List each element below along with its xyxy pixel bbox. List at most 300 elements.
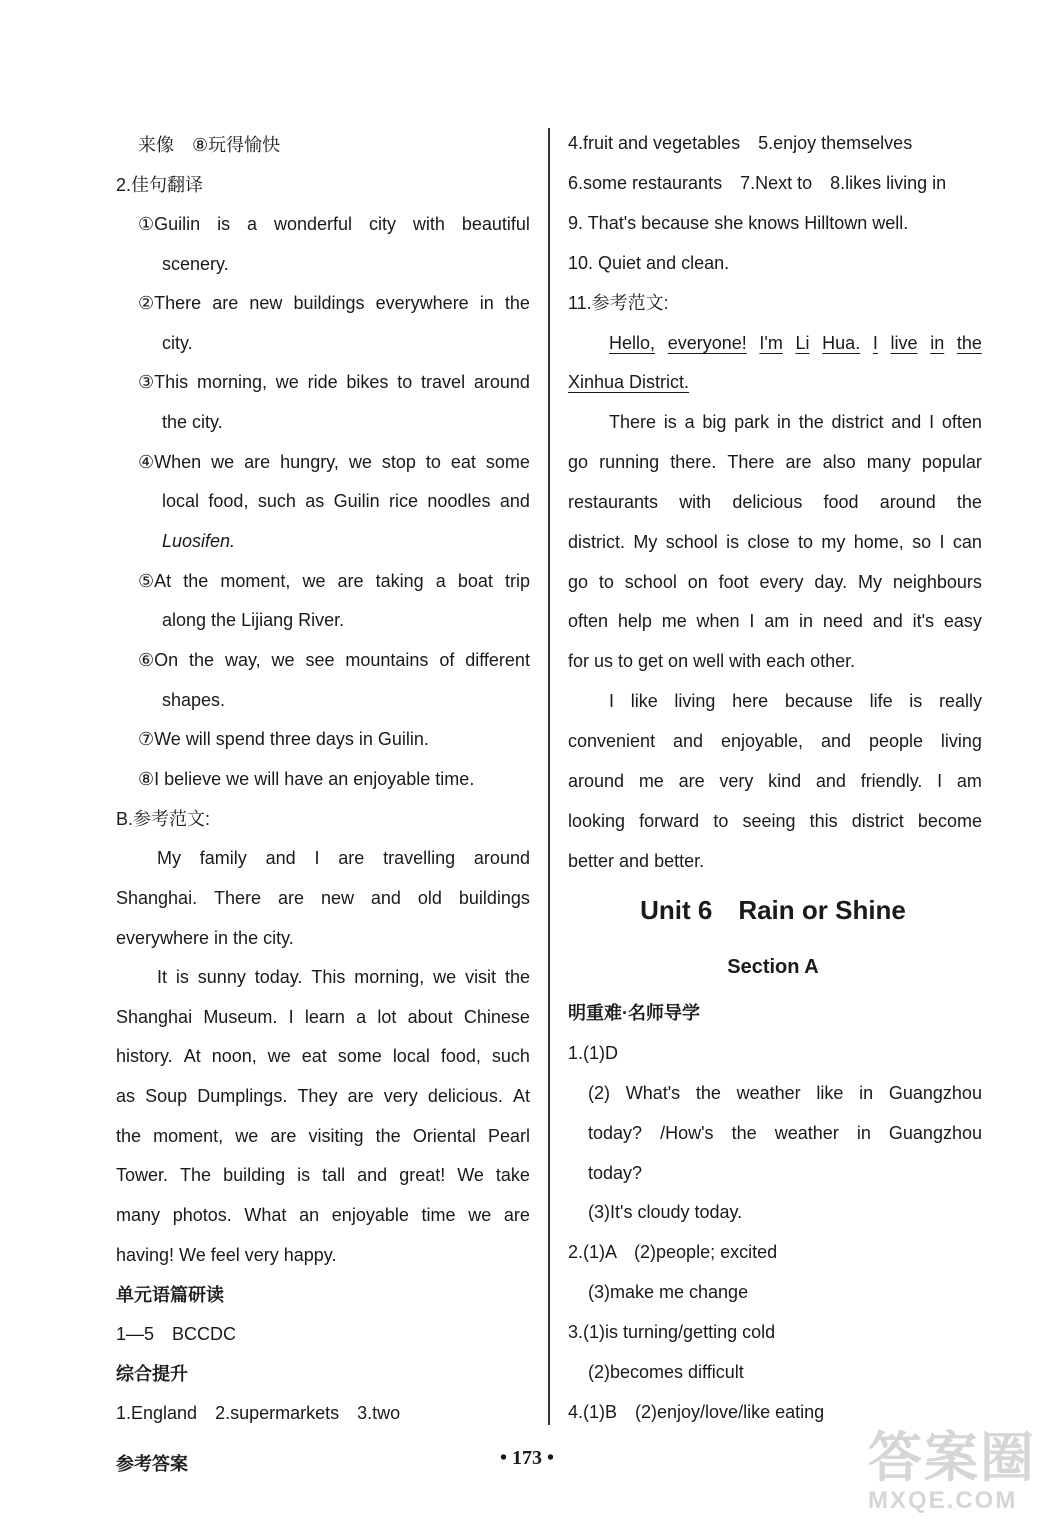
word: everywhere bbox=[375, 293, 469, 313]
word: boat bbox=[457, 571, 493, 591]
essay2-p3-end: better and better. bbox=[568, 851, 705, 871]
footer-label: 参考答案 bbox=[116, 1454, 188, 1474]
word: This bbox=[311, 967, 346, 987]
word: park bbox=[734, 412, 770, 432]
word: close bbox=[747, 532, 790, 552]
sentence-4-line-2 bbox=[162, 489, 530, 513]
answer-2-3: (3)make me change bbox=[588, 1282, 749, 1302]
word: moment, bbox=[153, 1126, 224, 1146]
word: am bbox=[764, 611, 790, 631]
word: easy bbox=[943, 611, 982, 631]
word: in bbox=[776, 412, 791, 432]
sentence-2-line-1 bbox=[138, 291, 530, 315]
word: and bbox=[872, 611, 903, 631]
word: family bbox=[199, 848, 247, 868]
essay-line-1 bbox=[157, 846, 530, 870]
word: and bbox=[265, 848, 296, 868]
answer-3-1: 3.(1)is turning/getting cold bbox=[568, 1322, 776, 1342]
word: great! bbox=[399, 1165, 446, 1185]
word: Hua. bbox=[822, 333, 861, 353]
word: are bbox=[338, 848, 365, 868]
essay-line-6 bbox=[116, 1044, 530, 1068]
word: it's bbox=[912, 611, 935, 631]
word: so bbox=[912, 532, 932, 552]
word: to bbox=[797, 532, 813, 552]
word: we bbox=[468, 1205, 492, 1225]
word: am bbox=[956, 771, 982, 791]
word: are bbox=[277, 888, 304, 908]
word: Museum. bbox=[203, 1007, 278, 1027]
word: weather bbox=[774, 1123, 839, 1143]
word: around bbox=[473, 848, 530, 868]
word: to bbox=[397, 372, 413, 392]
word: noon, bbox=[211, 1046, 257, 1066]
word: are bbox=[337, 571, 364, 591]
essay2-p2-line-3 bbox=[568, 490, 982, 514]
word: very bbox=[719, 771, 754, 791]
page-number: • 173 • bbox=[500, 1447, 555, 1469]
word: we bbox=[433, 967, 457, 987]
word: trip bbox=[504, 571, 530, 591]
word: wonderful bbox=[273, 214, 353, 234]
word: the bbox=[504, 293, 530, 313]
word: when bbox=[696, 611, 740, 631]
essay2-first-end: Xinhua District. bbox=[568, 372, 690, 392]
word: foot bbox=[718, 572, 749, 592]
sentence-4-line-1 bbox=[138, 450, 530, 474]
word: we bbox=[271, 650, 295, 670]
word: take bbox=[495, 1165, 530, 1185]
word: visiting bbox=[308, 1126, 364, 1146]
word: very bbox=[383, 1086, 418, 1106]
word: convenient bbox=[568, 731, 656, 751]
word: in bbox=[856, 1123, 871, 1143]
word: are bbox=[347, 1086, 374, 1106]
word: such bbox=[491, 1046, 530, 1066]
word: Guangzhou bbox=[888, 1123, 982, 1143]
word: ⑤At bbox=[138, 571, 172, 591]
watermark-domain: MXQE.COM bbox=[868, 1487, 1018, 1514]
heading-unit-reading: 单元语篇研读 bbox=[116, 1285, 224, 1305]
word: some bbox=[485, 452, 530, 472]
word: can bbox=[952, 532, 982, 552]
word: today? bbox=[588, 1123, 643, 1143]
word: and bbox=[820, 731, 852, 751]
essay-line-8 bbox=[116, 1124, 530, 1148]
word: My bbox=[633, 532, 658, 552]
word: eat bbox=[301, 1046, 327, 1066]
sentence-6-end: shapes. bbox=[162, 690, 226, 710]
word: are bbox=[678, 771, 705, 791]
word: today. bbox=[254, 967, 303, 987]
word: see bbox=[305, 650, 335, 670]
heading-teacher-guide: 明重难·名师导学 bbox=[568, 1003, 700, 1023]
word: is bbox=[726, 532, 740, 552]
word: often bbox=[941, 412, 982, 432]
word: on bbox=[687, 572, 708, 592]
word: city bbox=[368, 214, 396, 234]
word: Dumplings. bbox=[197, 1086, 288, 1106]
watermark-logo bbox=[868, 1428, 1038, 1528]
word: Chinese bbox=[463, 1007, 530, 1027]
reading-answers: 1—5 BCCDC bbox=[116, 1324, 237, 1344]
word: There bbox=[214, 888, 262, 908]
word: many bbox=[116, 1205, 161, 1225]
word: Soup bbox=[145, 1086, 188, 1106]
word: we bbox=[235, 1126, 259, 1146]
word: mountains bbox=[345, 650, 429, 670]
essay2-p3-line-2 bbox=[568, 729, 982, 753]
word: are bbox=[270, 1126, 297, 1146]
word: some bbox=[337, 1046, 382, 1066]
right-line-1: 4.fruit and vegetables 5.enjoy themselves bbox=[568, 133, 913, 153]
word: (2) bbox=[588, 1083, 610, 1103]
essay2-p2-line-2 bbox=[568, 450, 982, 474]
word: school bbox=[624, 572, 677, 592]
word: about bbox=[407, 1007, 453, 1027]
word: My bbox=[857, 572, 882, 592]
word: I bbox=[314, 848, 320, 868]
word: in bbox=[479, 293, 494, 313]
word: ③This bbox=[138, 372, 189, 392]
word: visit bbox=[465, 967, 497, 987]
word: old bbox=[417, 888, 442, 908]
word: become bbox=[917, 811, 982, 831]
word: Hello, bbox=[609, 333, 656, 353]
answer-1-2-line-2 bbox=[588, 1121, 982, 1145]
word: an bbox=[299, 1205, 320, 1225]
word: with bbox=[679, 492, 712, 512]
word: delicious bbox=[732, 492, 803, 512]
essay-line-9 bbox=[116, 1163, 530, 1187]
word: need bbox=[822, 611, 863, 631]
word: living bbox=[674, 691, 716, 711]
word: a bbox=[247, 214, 258, 234]
word: buildings bbox=[293, 293, 365, 313]
sentence-4-end: Luosifen. bbox=[162, 531, 236, 551]
word: new bbox=[320, 888, 354, 908]
word: /How's bbox=[660, 1123, 714, 1143]
word: the bbox=[116, 1126, 142, 1146]
word: local bbox=[392, 1046, 430, 1066]
word: everyone! bbox=[667, 333, 747, 353]
word: go bbox=[568, 452, 589, 472]
word: weather bbox=[736, 1083, 801, 1103]
answer-3-2: (2)becomes difficult bbox=[588, 1362, 744, 1382]
word: life bbox=[869, 691, 893, 711]
word: looking bbox=[568, 811, 626, 831]
word: I'm bbox=[759, 333, 783, 353]
word: and bbox=[499, 491, 530, 511]
word: They bbox=[297, 1086, 338, 1106]
sentence-7: ⑦We will spend three days in Guilin. bbox=[138, 729, 429, 749]
word: is bbox=[297, 1165, 311, 1185]
word: noodles bbox=[427, 491, 491, 511]
word: are bbox=[785, 452, 812, 472]
unit-title: Unit 6 Rain or Shine bbox=[640, 895, 906, 925]
word: I bbox=[929, 412, 935, 432]
word: Guangzhou bbox=[888, 1083, 982, 1103]
essay-line-10 bbox=[116, 1203, 530, 1227]
word: a bbox=[435, 571, 446, 591]
word: district bbox=[831, 412, 884, 432]
word: Pearl bbox=[487, 1126, 530, 1146]
word: are bbox=[244, 452, 271, 472]
word: around bbox=[879, 492, 936, 512]
word: restaurants bbox=[568, 492, 659, 512]
word: What's bbox=[625, 1083, 681, 1103]
word: I bbox=[288, 1007, 294, 1027]
word: day. bbox=[814, 572, 848, 592]
word: we bbox=[302, 571, 326, 591]
word: the bbox=[189, 650, 215, 670]
word: moment, bbox=[220, 571, 291, 591]
word: of bbox=[439, 650, 455, 670]
word: lot bbox=[377, 1007, 397, 1027]
watermark-chinese: 答案圈 bbox=[868, 1428, 1036, 1488]
left-line-1: 来像 ⑧玩得愉快 bbox=[138, 135, 281, 155]
word: It bbox=[157, 967, 168, 987]
word: also bbox=[822, 452, 856, 472]
word: is bbox=[217, 214, 231, 234]
sentence-3-line-1 bbox=[138, 370, 530, 394]
heading-b-sample: B.参考范文: bbox=[116, 809, 211, 829]
essay2-p2-line-4 bbox=[568, 530, 982, 554]
essay2-p3-line-3 bbox=[568, 769, 982, 793]
word: the bbox=[183, 571, 209, 591]
word: to bbox=[598, 572, 614, 592]
word: morning, bbox=[354, 967, 425, 987]
word: the bbox=[798, 412, 824, 432]
word: My bbox=[157, 848, 181, 868]
word: we bbox=[211, 452, 235, 472]
word: ride bbox=[307, 372, 338, 392]
word: as bbox=[116, 1086, 136, 1106]
right-line-2: 6.some restaurants 7.Next to 8.likes living in bbox=[568, 173, 947, 193]
word: running bbox=[599, 452, 660, 472]
sentence-6-line-1 bbox=[138, 648, 530, 672]
word: and bbox=[891, 412, 922, 432]
word: travelling bbox=[383, 848, 456, 868]
word: neighbours bbox=[892, 572, 982, 592]
word: photos. bbox=[172, 1205, 232, 1225]
essay2-p2-line-5 bbox=[568, 570, 982, 594]
word: tall bbox=[322, 1165, 346, 1185]
word: way, bbox=[224, 650, 261, 670]
comprehensive-line-1: 1.England 2.supermarkets 3.two bbox=[116, 1403, 401, 1423]
word: the bbox=[504, 967, 530, 987]
heading-comprehensive: 综合提升 bbox=[116, 1364, 188, 1384]
word: with bbox=[412, 214, 445, 234]
column-divider bbox=[548, 128, 550, 1425]
word: building bbox=[223, 1165, 286, 1185]
word: we bbox=[267, 1046, 291, 1066]
word: Shanghai. bbox=[116, 888, 198, 908]
essay-line-5 bbox=[116, 1005, 530, 1029]
essay2-p2-line-1 bbox=[609, 410, 982, 434]
word: because bbox=[784, 691, 853, 711]
essay-line-2 bbox=[116, 886, 530, 910]
word: we bbox=[348, 452, 372, 472]
word: live bbox=[890, 333, 918, 353]
word: food, bbox=[440, 1046, 481, 1066]
word: is bbox=[663, 412, 677, 432]
word: in bbox=[859, 1083, 874, 1103]
word: often bbox=[568, 611, 609, 631]
word: the bbox=[375, 1126, 401, 1146]
word: there. bbox=[670, 452, 717, 472]
word: new bbox=[249, 293, 283, 313]
word: every bbox=[759, 572, 804, 592]
word: really bbox=[938, 691, 982, 711]
word: food, bbox=[208, 491, 249, 511]
word: learn bbox=[304, 1007, 345, 1027]
word: is bbox=[909, 691, 923, 711]
word: There bbox=[727, 452, 775, 472]
word: around bbox=[568, 771, 625, 791]
sentence-1-line-1 bbox=[138, 212, 530, 236]
word: big bbox=[702, 412, 727, 432]
answer-1-2-end: today? bbox=[588, 1163, 643, 1183]
word: the bbox=[731, 1123, 757, 1143]
sentence-1-end: scenery. bbox=[162, 254, 229, 274]
word: travel bbox=[421, 372, 466, 392]
word: and bbox=[357, 1165, 388, 1185]
word: I bbox=[939, 532, 945, 552]
word: and bbox=[370, 888, 401, 908]
word: forward bbox=[639, 811, 700, 831]
essay-line-4 bbox=[157, 965, 530, 989]
word: a bbox=[684, 412, 695, 432]
word: local bbox=[162, 491, 200, 511]
word: popular bbox=[921, 452, 982, 472]
word: I bbox=[749, 611, 755, 631]
word: sunny bbox=[197, 967, 246, 987]
word: the bbox=[956, 333, 982, 353]
word: to bbox=[713, 811, 729, 831]
word: me bbox=[661, 611, 687, 631]
word: morning, bbox=[196, 372, 267, 392]
word: many bbox=[866, 452, 911, 472]
word: At bbox=[183, 1046, 201, 1066]
word: the bbox=[956, 492, 982, 512]
essay2-p3-line-4 bbox=[568, 809, 982, 833]
word: a bbox=[356, 1007, 367, 1027]
word: like bbox=[816, 1083, 844, 1103]
word: time bbox=[421, 1205, 456, 1225]
word: I bbox=[609, 691, 615, 711]
essay2-p3-line-1 bbox=[609, 689, 982, 713]
word: people bbox=[868, 731, 923, 751]
word: buildings bbox=[458, 888, 530, 908]
word: in bbox=[799, 611, 814, 631]
sentence-3-end: the city. bbox=[162, 412, 223, 432]
word: the bbox=[695, 1083, 721, 1103]
essay-line-3: everywhere in the city. bbox=[116, 928, 294, 948]
word: enjoyable bbox=[331, 1205, 409, 1225]
essay2-first-line bbox=[609, 331, 982, 355]
answer-1-3: (3)It's cloudy today. bbox=[588, 1202, 743, 1222]
word: different bbox=[465, 650, 530, 670]
word: hungry, bbox=[280, 452, 339, 472]
essay-line-7 bbox=[116, 1084, 530, 1108]
word: I bbox=[937, 771, 943, 791]
word: this bbox=[809, 811, 838, 831]
word: as bbox=[305, 491, 325, 511]
word: such bbox=[257, 491, 296, 511]
word: enjoyable, bbox=[720, 731, 804, 751]
word: kind bbox=[768, 771, 802, 791]
section-title: Section A bbox=[727, 956, 819, 978]
word: food bbox=[823, 492, 859, 512]
answer-1-1: 1.(1)D bbox=[568, 1043, 619, 1063]
word: Tower. bbox=[116, 1165, 169, 1185]
word: are bbox=[212, 293, 239, 313]
answer-4-1: 4.(1)B (2)enjoy/love/like eating bbox=[568, 1402, 825, 1422]
word: At bbox=[512, 1086, 530, 1106]
word: here bbox=[732, 691, 769, 711]
word: I bbox=[872, 333, 878, 353]
word: history. bbox=[116, 1046, 173, 1066]
word: we bbox=[275, 372, 299, 392]
word: district bbox=[851, 811, 904, 831]
answer-2-1: 2.(1)A (2)people; excited bbox=[568, 1242, 778, 1262]
sentence-5-end: along the Lijiang River. bbox=[162, 610, 345, 630]
word: What bbox=[244, 1205, 287, 1225]
word: stop bbox=[381, 452, 416, 472]
answer-1-2-line-1 bbox=[588, 1081, 982, 1105]
word: ④When bbox=[138, 452, 202, 472]
word: is bbox=[175, 967, 189, 987]
right-line-5: 11.参考范文: bbox=[568, 293, 669, 313]
word: bikes bbox=[346, 372, 389, 392]
sentence-5-line-1 bbox=[138, 569, 530, 593]
word: Guilin bbox=[333, 491, 380, 511]
word: friendly. bbox=[860, 771, 923, 791]
word: around bbox=[473, 372, 530, 392]
word: district. bbox=[568, 532, 626, 552]
sentence-2-end: city. bbox=[162, 333, 193, 353]
word: ②There bbox=[138, 293, 202, 313]
word: eat bbox=[450, 452, 476, 472]
word: We bbox=[457, 1165, 484, 1185]
word: The bbox=[180, 1165, 212, 1185]
word: help bbox=[617, 611, 652, 631]
word: beautiful bbox=[461, 214, 530, 234]
word: ①Guilin bbox=[138, 214, 201, 234]
word: my bbox=[821, 532, 846, 552]
word: like bbox=[630, 691, 658, 711]
essay2-p2-line-6 bbox=[568, 609, 982, 633]
word: and bbox=[673, 731, 704, 751]
word: There bbox=[609, 412, 657, 432]
essay2-p2-end: for us to get on well with each other. bbox=[568, 651, 856, 671]
right-line-3: 9. That's because she knows Hilltown well. bbox=[568, 213, 909, 233]
word: taking bbox=[375, 571, 424, 591]
word: me bbox=[638, 771, 664, 791]
word: rice bbox=[389, 491, 419, 511]
word: to bbox=[425, 452, 441, 472]
word: school bbox=[665, 532, 718, 552]
word: are bbox=[503, 1205, 530, 1225]
right-line-4: 10. Quiet and clean. bbox=[568, 253, 730, 273]
sentence-8: ⑧I believe we will have an enjoyable time. bbox=[138, 769, 475, 789]
word: Oriental bbox=[412, 1126, 476, 1146]
word: living bbox=[940, 731, 982, 751]
word: Shanghai bbox=[116, 1007, 193, 1027]
word: seeing bbox=[742, 811, 796, 831]
word: and bbox=[815, 771, 846, 791]
